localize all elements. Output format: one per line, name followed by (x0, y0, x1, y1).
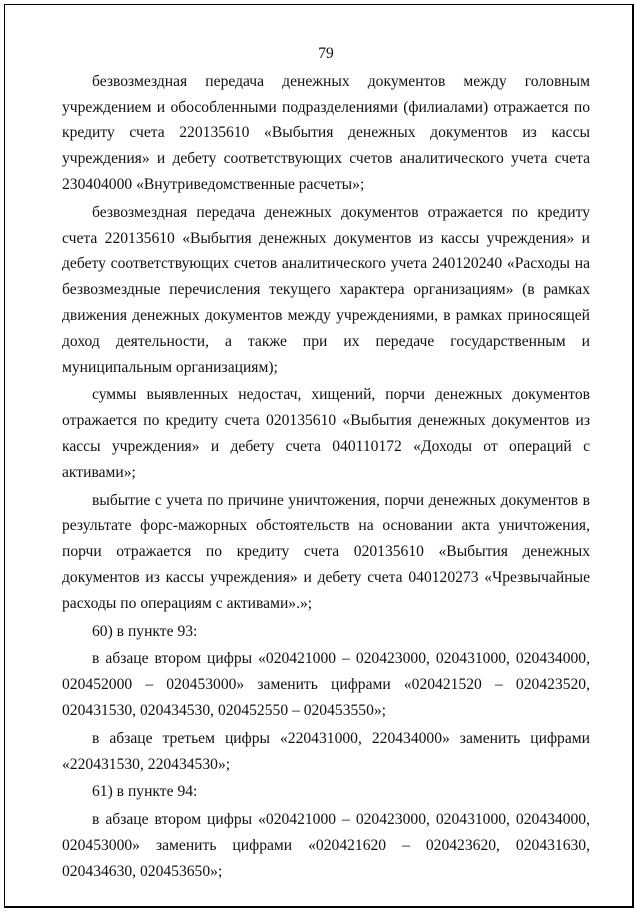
page-number: 79 (318, 45, 334, 62)
paragraph-destruction: выбытие с учета по причине уничтожения, порчи денежных документов в результате форс-мажорных обстоятельств на основании акта уничтожения, порчи отражается по кредиту счета 020135610 «Выбытия денежных документов из кассы учреждения» и дебету счета 040120273 «Чрезвычайные расходы по операциям с активами».»; (62, 491, 590, 612)
paragraph-shortages: суммы выявленных недостач, хищений, порчи денежных документов отражается по кредиту счета 020135610 «Выбытия денежных документов из кассы учреждения» и дебету счета 040110172 «Доходы от операций с активами»; (62, 386, 590, 481)
paragraph-item-61: 61) в пункте 94: (92, 783, 198, 801)
paragraph-item-60-third: в абзаце третьем цифры «220431000, 220434000» заменить цифрами «220431530, 220434530»; (62, 729, 590, 773)
document-page (4, 4, 634, 908)
paragraph-transfer-free: безвозмездная передача денежных документов отражается по кредиту счета 220135610 «Выбытия денежных документов из кассы учреждения» и дебету соответствующих счетов аналитического учета 240120240 «Расходы на безвозмездные перечисления текущего характера организациям» (в рамках движения денежных документов между учреждениями, в рамках приносящей доход деятельности, а также при их передаче государственным и муниципальным организациям); (62, 203, 590, 376)
paragraph-item-60: 60) в пункте 93: (92, 622, 198, 640)
paragraph-item-60-second: в абзаце втором цифры «020421000 – 020423000, 020431000, 020434000, 020452000 – 020453000» заменить цифрами «020421520 – 020423520, 020431530, 020434530, 020452550 – 020453550»; (62, 650, 590, 719)
paragraph-transfer-branches: безвозмездная передача денежных документов между головным учреждением и обособленными подразделениями (филиалами) отражается по кредиту счета 220135610 «Выбытия денежных документов из кассы учреждения» и дебету соответствующих счетов аналитического учета счета 230404000 «Внутриведомственные расчеты»; (62, 72, 590, 193)
paragraph-item-61-second: в абзаце втором цифры «020421000 – 020423000, 020431000, 020434000, 020453000» заменить цифрами «020421620 – 020423620, 020431630, 020434630, 020453650»; (62, 811, 590, 880)
document-body (62, 41, 590, 887)
